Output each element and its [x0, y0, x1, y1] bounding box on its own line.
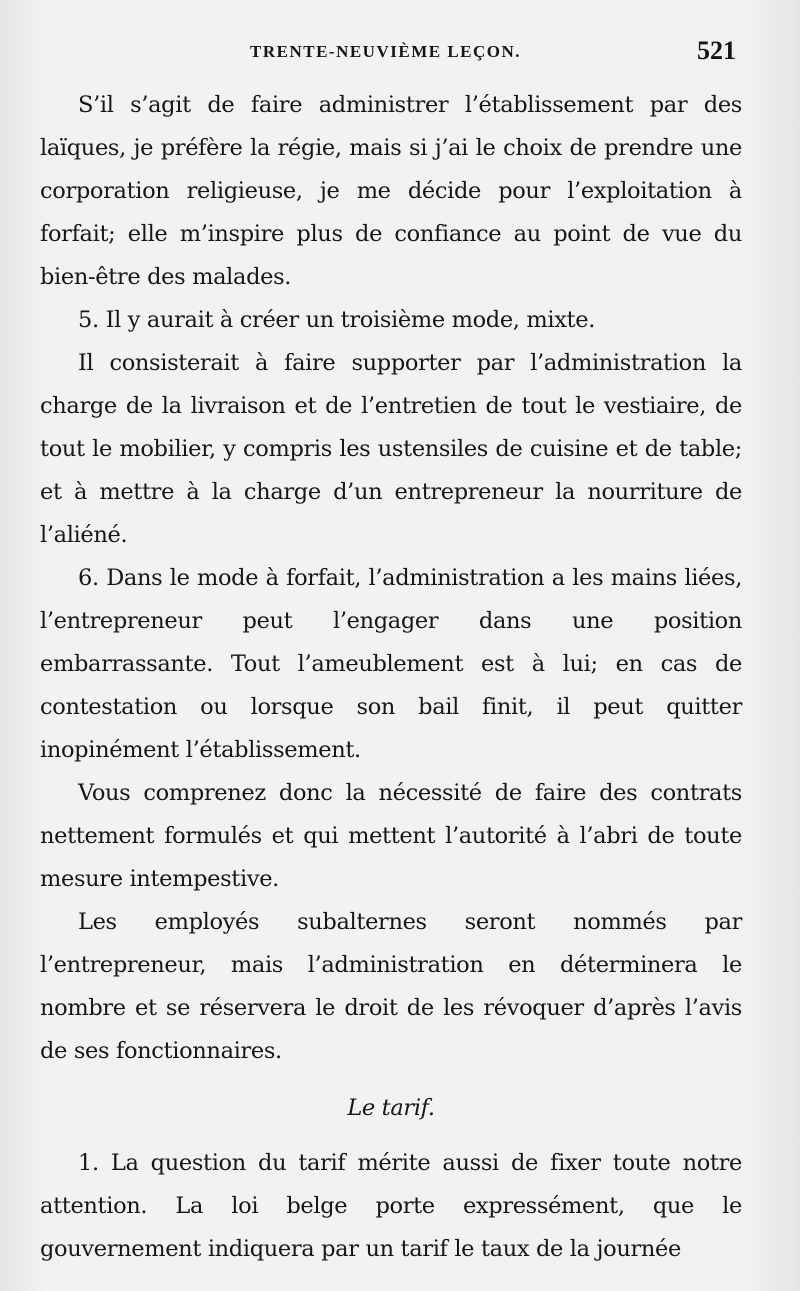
page-number: 521 [697, 36, 736, 65]
paragraph-mode-mixte-detail: Il consisterait à faire supporter par l’administration la charge de la livraison et de l’entretien de tout le vestiaire, de tout le mobilier, y compris les ustensiles de cuisine et de table; et à mettre à la charge d’un entrepreneur la nourriture de l’aliéné. [40, 350, 742, 548]
paragraph-contrats: Vous comprenez donc la nécessité de faire des contrats nettement formulés et qui mettent l’autorité à l’abri de toute mesure intempestive. [40, 780, 742, 892]
section-title: Le tarif. [347, 1095, 435, 1121]
paragraph-regie-forfait: S’il s’agit de faire administrer l’établissement par des laïques, je préfère la régie, mais si j’ai le choix de prendre une corporation religieuse, je me décide pour l’exploitation à forfait; elle m’inspire plus de confiance au point de vue du bien-être des malades. [40, 92, 742, 290]
paragraph-employes: Les employés subalternes seront nommés par l’entrepreneur, mais l’administration en déterminera le nombre et se réservera le droit de les révoquer d’après l’avis de ses fonctionnaires. [40, 909, 742, 1064]
paragraph-mode-forfait: 6. Dans le mode à forfait, l’administration a les mains liées, l’entrepreneur peut l’engager dans une position embarrassante. Tout l’ameublement est à lui; en cas de contestation ou lorsque son bail finit, il peut quitter inopinément l’établissement. [40, 565, 742, 763]
paragraph-mode-mixte: 5. Il y aurait à créer un troisième mode, mixte. [78, 307, 596, 333]
running-title: TRENTE-NEUVIÈME LEÇON. [250, 42, 522, 61]
body-text [40, 84, 742, 1271]
paragraph-tarif: 1. La question du tarif mérite aussi de fixer toute notre attention. La loi belge porte expressément, que le gouvernement indiquera par un tarif le taux de la journée [40, 1150, 742, 1262]
page-header [40, 38, 740, 68]
